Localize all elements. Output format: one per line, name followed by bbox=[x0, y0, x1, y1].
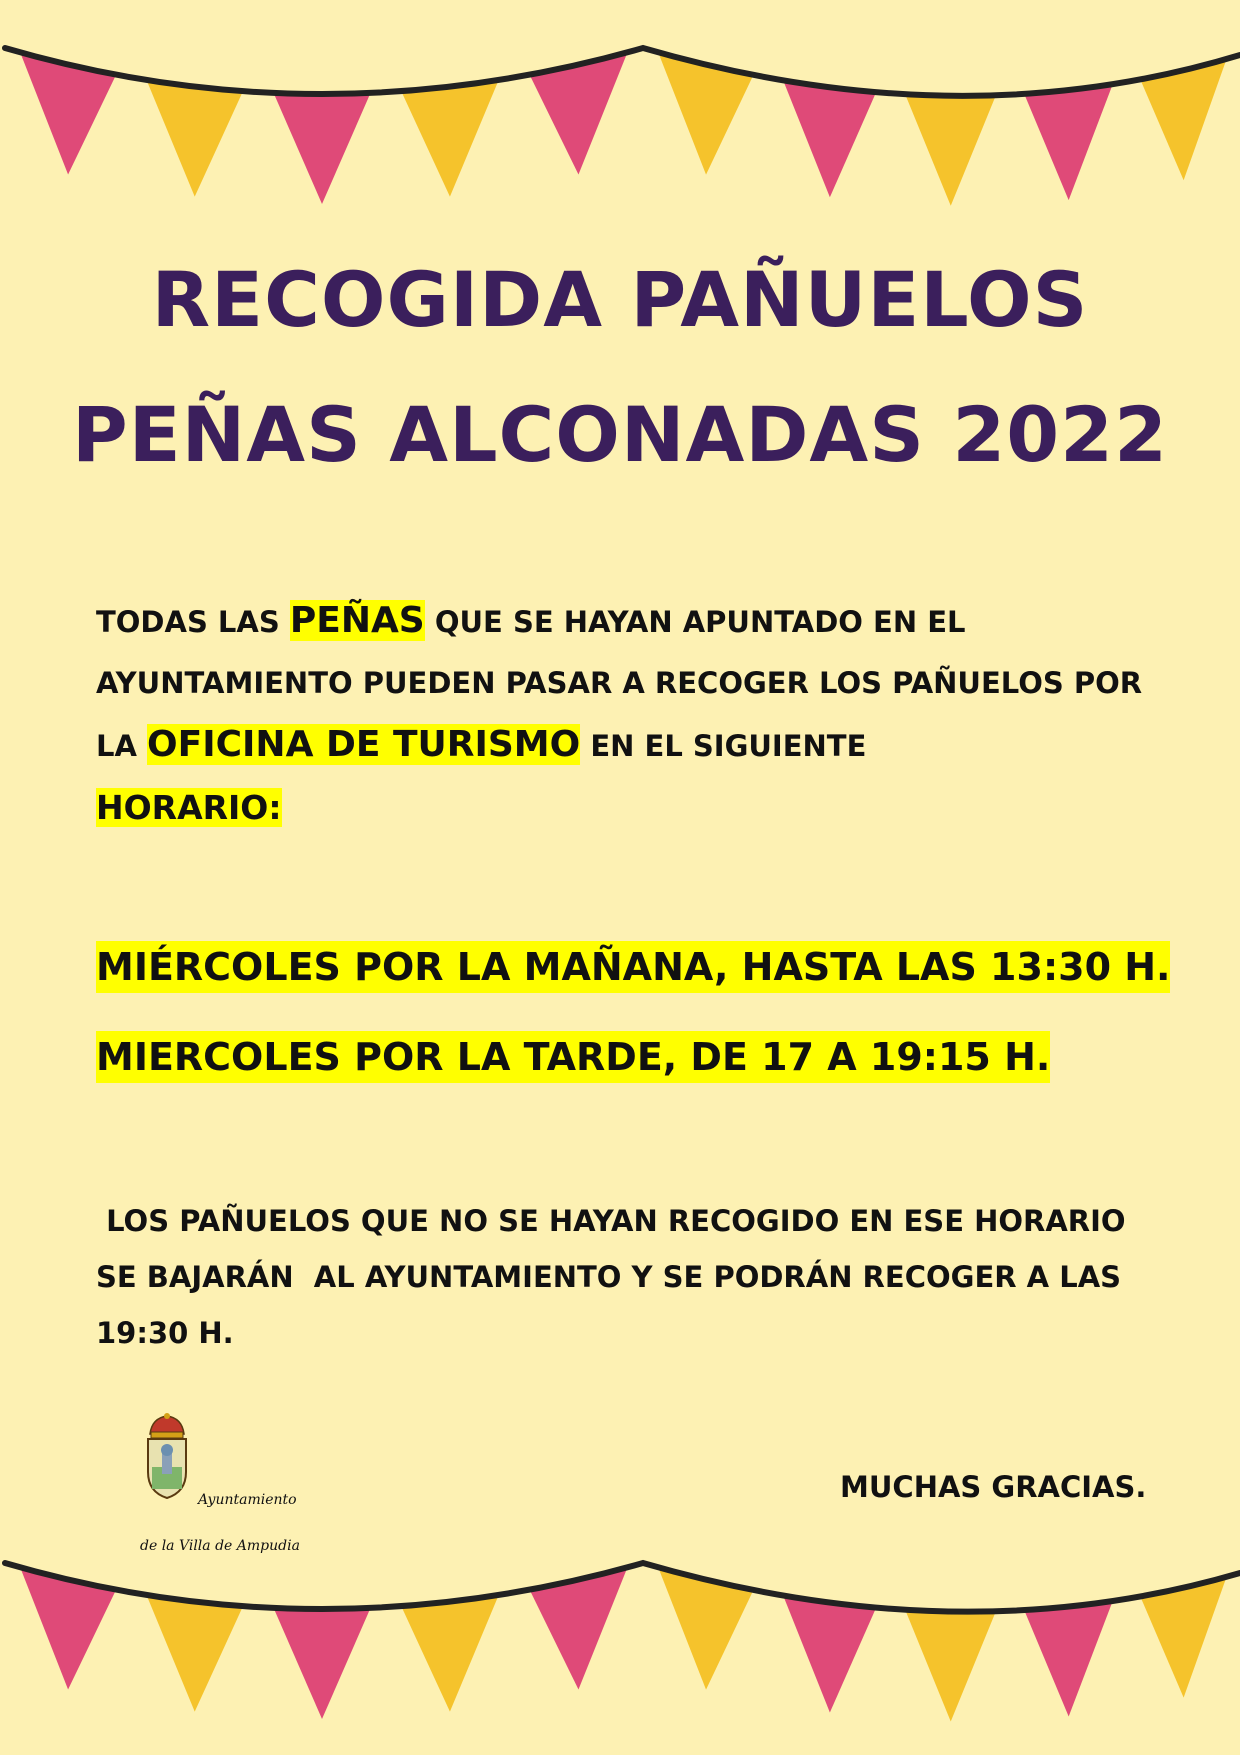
bunting-flag bbox=[783, 1595, 876, 1712]
coat-of-arms-icon bbox=[142, 1412, 192, 1502]
schedule-morning-text: MIÉRCOLES POR LA MAÑANA, HASTA LAS 13:30 H. bbox=[96, 941, 1170, 993]
bunting-flag bbox=[1024, 84, 1112, 200]
bunting-flag bbox=[1024, 1601, 1112, 1717]
bunting-flag bbox=[401, 1595, 498, 1712]
crest-caption-1: Ayuntamiento bbox=[198, 1492, 297, 1508]
bunting-flag bbox=[401, 80, 498, 197]
intro-text-3: EN EL SIGUIENTE bbox=[580, 729, 867, 763]
bunting-flag bbox=[274, 1608, 371, 1719]
bunting-bottom bbox=[0, 1545, 1240, 1755]
intro-text-1: TODAS LAS bbox=[96, 605, 290, 639]
highlight-horario: HORARIO: bbox=[96, 788, 282, 827]
schedule-afternoon-text: MIERCOLES POR LA TARDE, DE 17 A 19:15 H. bbox=[96, 1031, 1050, 1083]
highlight-oficina-turismo: OFICINA DE TURISMO bbox=[147, 724, 581, 765]
bunting-flag bbox=[783, 80, 876, 197]
intro-paragraph bbox=[96, 590, 1176, 840]
schedule-afternoon bbox=[96, 1035, 1050, 1079]
intro-text-2: QUE SE HAYAN APUNTADO EN EL AYUNTAMIENTO PUEDEN PASAR A RECOGER LOS PAÑUELOS POR LA bbox=[96, 605, 1143, 763]
bunting-flag bbox=[905, 94, 996, 206]
bunting-flags-icon bbox=[20, 1567, 1226, 1721]
bunting-top bbox=[0, 0, 1240, 220]
page-title-line-2: PEÑAS ALCONADAS 2022 bbox=[72, 390, 1168, 479]
page-title-line-1: RECOGIDA PAÑUELOS bbox=[151, 255, 1089, 344]
notice-paragraph: LOS PAÑUELOS QUE NO SE HAYAN RECOGIDO EN ESE HORARIO SE BAJARÁN AL AYUNTAMIENTO Y SE PODRÁN RECOGER A LAS 19:30 H. bbox=[96, 1204, 1136, 1350]
bunting-flag bbox=[905, 1610, 996, 1722]
bunting-flag bbox=[147, 80, 243, 197]
bunting-flag bbox=[274, 93, 371, 204]
bunting-flags-icon bbox=[20, 52, 1226, 205]
bunting-flag bbox=[147, 1595, 243, 1712]
thanks-text: MUCHAS GRACIAS. bbox=[840, 1470, 1147, 1504]
bunting-string bbox=[5, 48, 1240, 96]
schedule-morning bbox=[96, 945, 1170, 989]
highlight-penas: PEÑAS bbox=[289, 600, 425, 641]
crest-caption-2: de la Villa de Ampudia bbox=[140, 1538, 300, 1554]
